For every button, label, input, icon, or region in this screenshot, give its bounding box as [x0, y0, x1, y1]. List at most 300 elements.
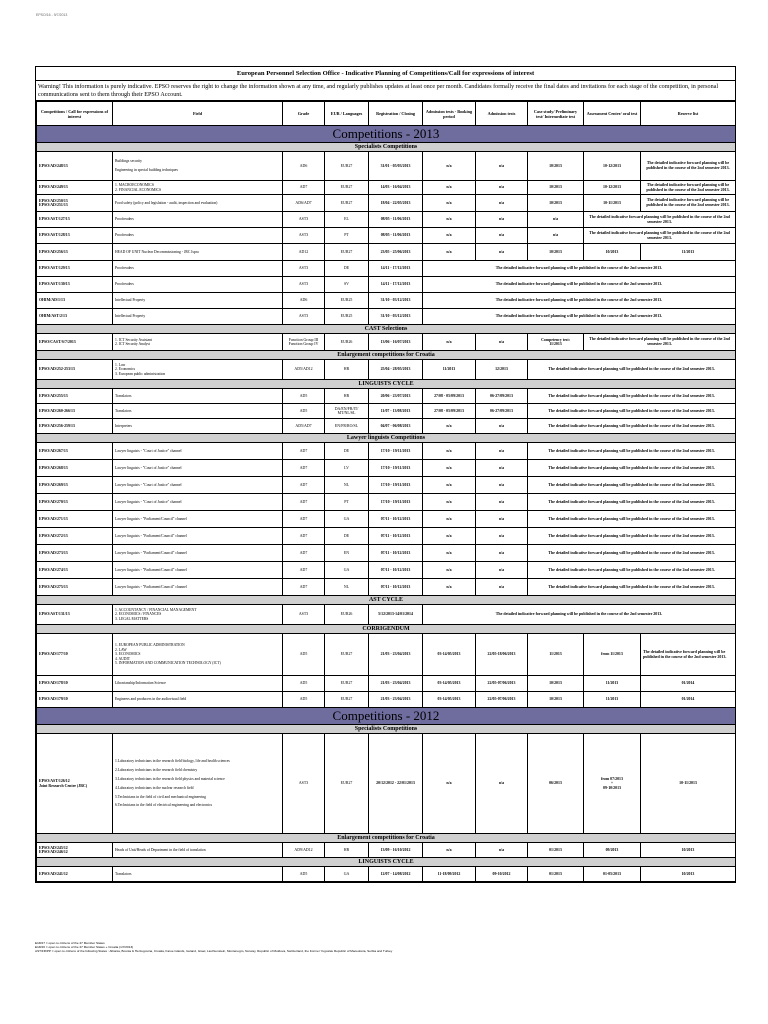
- registration-cell: 08/05 - 11/06/2013: [369, 212, 423, 228]
- case-study-cell: 11/2013: [528, 634, 584, 676]
- field-cell: Proofreaders: [113, 228, 283, 244]
- footnote: EUR27 = open to citizens of the 27 Member States: [35, 941, 105, 945]
- languages-cell: PT: [325, 494, 369, 511]
- booking-cell: n/a: [423, 212, 476, 228]
- field-cell: Lawyer linguists - "Court of Justice" channel: [113, 494, 283, 511]
- admission-cell: 22/05-18/06/2013: [476, 634, 528, 676]
- table-row: [37, 360, 736, 380]
- languages-cell: EUR26: [325, 605, 369, 625]
- languages-cell: DE: [325, 443, 369, 460]
- competition-code: EPSO/AD/179/10: [37, 692, 113, 708]
- section-heading: LINGUISTS CYCLE: [37, 380, 736, 389]
- competition-code: EPSO/AD/274/13: [37, 562, 113, 579]
- grade-cell: AST3: [283, 261, 325, 277]
- field-cell: Interpreters: [113, 419, 283, 434]
- grade-cell: AD7: [283, 579, 325, 596]
- table-row: [37, 309, 736, 325]
- section-heading-row: [37, 834, 736, 843]
- admission-cell: n/a: [476, 181, 528, 195]
- admission-cell: 06-27/09/2013: [476, 404, 528, 419]
- table-row: [37, 293, 736, 309]
- registration-cell: 04/07 - 06/08/2013: [369, 419, 423, 434]
- booking-cell: n/a: [423, 545, 476, 562]
- booking-cell: 27/08 - 05/09/2013: [423, 389, 476, 404]
- field-cell: Lawyer linguists - "Parliament/Council" channel: [113, 562, 283, 579]
- booking-cell: n/a: [423, 244, 476, 261]
- header-cell: Case study/ Preliminary test/ Intermediate test: [528, 102, 584, 126]
- booking-cell: n/a: [423, 734, 476, 834]
- admission-cell: n/a: [476, 734, 528, 834]
- grade-cell: AST3: [283, 212, 325, 228]
- case-study-cell: 10/2013: [528, 152, 584, 181]
- table-row: [37, 443, 736, 460]
- table-row: [37, 676, 736, 692]
- admission-cell: n/a: [476, 579, 528, 596]
- grade-cell: AD6: [283, 293, 325, 309]
- languages-cell: GA: [325, 562, 369, 579]
- table-row: [37, 404, 736, 419]
- case-study-cell: 10/2013: [528, 692, 584, 708]
- section-heading: Lawyer linguists Competitions: [37, 434, 736, 443]
- field-cell: 1. ACCOUNTANCY / FINANCIAL MANAGEMENT 2. ECONOMICS / FINANCES 3. LEGAL MATTERS: [113, 605, 283, 625]
- competition-code: OHIM/AST/2/13: [37, 309, 113, 325]
- header-cell: EUR / Languages: [325, 102, 369, 126]
- year-heading-row: [37, 708, 736, 725]
- case-study-cell: n/a: [528, 212, 584, 228]
- table-row: [37, 389, 736, 404]
- field-cell: Intellectual Property: [113, 309, 283, 325]
- registration-cell: 07/11 - 10/12/2013: [369, 545, 423, 562]
- header-cell: Competitions / Call for expressions of interest: [37, 102, 113, 126]
- grade-cell: AD5: [283, 676, 325, 692]
- header-cell: Admission tests - Booking period: [423, 102, 476, 126]
- field-cell: Proofreaders: [113, 212, 283, 228]
- table-row: [37, 228, 736, 244]
- forward-planning-note: The detailed indicative forward planning will be published in the course of the 2nd semester 2013.: [641, 152, 736, 181]
- footnote: AST/FR/PP = open to citizens of the following States : Albania, Bosnia & Herzegovina, Croatia, Faroe Islands, Iceland, Israel, Liechtenstein, Montenegro, Norway, Republic of Moldova, Switzerland, the Former Yugoslav Republic of Macedonia, Serbia and Turkey: [35, 949, 393, 954]
- competition-code: EPSO/AD/275/13: [37, 579, 113, 596]
- table-row: [37, 562, 736, 579]
- forward-planning-note: The detailed indicative forward planning will be published in the course of the 2nd semester 2013.: [528, 443, 736, 460]
- booking-cell: n/a: [423, 152, 476, 181]
- section-heading-row: [37, 380, 736, 389]
- admission-cell: n/a: [476, 545, 528, 562]
- competition-code: EPSO/AST/129/13: [37, 261, 113, 277]
- assessment-cell: 11/2013: [584, 692, 641, 708]
- booking-cell: n/a: [423, 494, 476, 511]
- competition-code: EPSO/AD/249/13: [37, 181, 113, 195]
- booking-cell: n/a: [423, 579, 476, 596]
- forward-planning-note: The detailed indicative forward planning will be published in the course of the 2nd semester 2013.: [528, 477, 736, 494]
- registration-cell: 07/11 - 10/12/2013: [369, 579, 423, 596]
- registration-cell: 31/01 - 05/03/2013: [369, 152, 423, 181]
- table-row: [37, 261, 736, 277]
- booking-cell: 03-14/05/2013: [423, 676, 476, 692]
- competition-code: EPSO/AD/248/13: [37, 152, 113, 181]
- warning-text: Warning! This information is purely indicative. EPSO reserves the right to change the information shown at any time, and regularly publishes updates at least once per month. Candidates formally receive the final dates and invitations for each stage of the competition, in personal communications sent to them through their EPSO Account.: [36, 81, 735, 101]
- languages-cell: EUR27: [325, 634, 369, 676]
- languages-cell: EUR27: [325, 244, 369, 261]
- languages-cell: EN: [325, 545, 369, 562]
- competition-code: EPSO/AD/245/12 EPSO/AD/246/12: [37, 843, 113, 858]
- booking-cell: n/a: [423, 228, 476, 244]
- admission-cell: 22/05-07/06/2013: [476, 676, 528, 692]
- admission-cell: n/a: [476, 195, 528, 212]
- booking-cell: n/a: [423, 460, 476, 477]
- competition-code: OHIM/AD/1/13: [37, 293, 113, 309]
- forward-planning-note: The detailed indicative forward planning will be published in the course of the 2nd semester 2013.: [423, 605, 736, 625]
- forward-planning-note: The detailed indicative forward planning will be published in the course of the 2nd semester 2013.: [528, 419, 736, 434]
- registration-cell: 20/12/2012 - 22/01/2013: [369, 734, 423, 834]
- languages-cell: DE: [325, 261, 369, 277]
- table-row: [37, 634, 736, 676]
- section-heading-row: [37, 725, 736, 734]
- grade-cell: AST3: [283, 277, 325, 293]
- section-heading-row: [37, 625, 736, 634]
- registration-cell: 17/10 - 19/11/2013: [369, 477, 423, 494]
- grade-cell: AD7: [283, 477, 325, 494]
- languages-cell: EUR27: [325, 195, 369, 212]
- assessment-cell: 10/2013: [584, 244, 641, 261]
- case-study-cell: 10/2013: [528, 676, 584, 692]
- table-row: [37, 195, 736, 212]
- section-heading-row: [37, 351, 736, 360]
- assessment-cell: 10-11/2013: [584, 195, 641, 212]
- admission-cell: n/a: [476, 152, 528, 181]
- grade-cell: AST3: [283, 309, 325, 325]
- grade-cell: AD5/AD12: [283, 360, 325, 380]
- field-cell: Proofreaders: [113, 261, 283, 277]
- forward-planning-note: The detailed indicative forward planning will be published in the course of the 2nd semester 2013.: [584, 228, 736, 244]
- reserve-cell: 01/2014: [641, 692, 736, 708]
- field-cell: Engineers and producers in the audiovisual field: [113, 692, 283, 708]
- section-heading: Enlargement competitions for Croatia: [37, 834, 736, 843]
- forward-planning-note: The detailed indicative forward planning will be published in the course of the 2nd semester 2013.: [423, 261, 736, 277]
- forward-planning-note: The detailed indicative forward planning will be published in the course of the 2nd semester 2013.: [528, 511, 736, 528]
- grade-cell: AD7: [283, 562, 325, 579]
- section-heading: LINGUISTS CYCLE: [37, 858, 736, 867]
- admission-cell: n/a: [476, 843, 528, 858]
- forward-planning-note: The detailed indicative forward planning will be published in the course of the 2nd semester 2013.: [641, 634, 736, 676]
- languages-cell: HR: [325, 389, 369, 404]
- section-heading: AST CYCLE: [37, 596, 736, 605]
- booking-cell: 03-14/05/2013: [423, 634, 476, 676]
- table-row: [37, 477, 736, 494]
- competition-code: EPSO/AD/273/13: [37, 545, 113, 562]
- competition-code: EPSO/AST/127/13: [37, 212, 113, 228]
- forward-planning-note: The detailed indicative forward planning will be published in the course of the 2nd semester 2013.: [584, 212, 736, 228]
- booking-cell: n/a: [423, 195, 476, 212]
- booking-cell: n/a: [423, 443, 476, 460]
- admission-cell: 22/05-07/06/2013: [476, 692, 528, 708]
- booking-cell: n/a: [423, 419, 476, 434]
- admission-cell: 09-10/2012: [476, 867, 528, 882]
- header-cell: Assessment Center/ oral test: [584, 102, 641, 126]
- field-cell: Intellectual Property: [113, 293, 283, 309]
- grade-cell: AD7: [283, 443, 325, 460]
- competition-code: EPSO/AD/272/13: [37, 528, 113, 545]
- languages-cell: NL: [325, 579, 369, 596]
- case-study-cell: 10/2013: [528, 195, 584, 212]
- registration-cell: 07/11 - 10/12/2013: [369, 511, 423, 528]
- grade-cell: AST3: [283, 228, 325, 244]
- registration-cell: 14/11 - 17/12/2013: [369, 277, 423, 293]
- assessment-cell: 01-05/2013: [584, 867, 641, 882]
- year-heading-row: [37, 126, 736, 143]
- booking-cell: 11/2013: [423, 360, 476, 380]
- booking-cell: 27/08 - 05/09/2013: [423, 404, 476, 419]
- case-study-cell: n/a: [528, 228, 584, 244]
- languages-cell: EUR27: [325, 152, 369, 181]
- forward-planning-note: The detailed indicative forward planning will be published in the course of the 2nd semester 2013.: [584, 334, 736, 351]
- registration-cell: 23/05 - 25/06/2013: [369, 244, 423, 261]
- admission-cell: n/a: [476, 419, 528, 434]
- competition-code: EPSO/AD/260-266/13: [37, 404, 113, 419]
- registration-cell: 12/07 - 14/08/2012: [369, 867, 423, 882]
- table-row: [37, 460, 736, 477]
- footnotes: [35, 941, 734, 954]
- competition-code: EPSO/AD/252-253/13: [37, 360, 113, 380]
- field-cell: 1. Law 2. Economics 3. European public administration: [113, 360, 283, 380]
- assessment-cell: 10-12/2013: [584, 181, 641, 195]
- competition-code: EPSO/AD/256/13: [37, 244, 113, 261]
- footnote: EUR26 = open to citizens of the 27 Member States + Croatia (1/7/2013): [35, 945, 134, 950]
- forward-planning-note: The detailed indicative forward planning will be published in the course of the 2nd semester 2013.: [528, 360, 736, 380]
- forward-planning-note: The detailed indicative forward planning will be published in the course of the 2nd semester 2013.: [528, 562, 736, 579]
- case-study-cell: 10/2013: [528, 181, 584, 195]
- table-row: [37, 734, 736, 834]
- competition-code: EPSO/AD/269/13: [37, 477, 113, 494]
- admission-cell: n/a: [476, 511, 528, 528]
- forward-planning-note: The detailed indicative forward planning will be published in the course of the 2nd semester 2013.: [423, 293, 736, 309]
- field-cell: Lawyer linguists - "Court of Justice" channel: [113, 460, 283, 477]
- registration-cell: 31/10 - 03/12/2013: [369, 309, 423, 325]
- admission-cell: 12/2013: [476, 360, 528, 380]
- field-cell: Lawyer linguists - "Court of Justice" channel: [113, 477, 283, 494]
- competition-code: EPSO/AD/250/13 EPSO/AD/251/13: [37, 195, 113, 212]
- assessment-cell: 09/2013: [584, 843, 641, 858]
- languages-cell: EUR27: [325, 676, 369, 692]
- registration-cell: 08/05 - 11/06/2013: [369, 228, 423, 244]
- section-heading: CAST Selections: [37, 325, 736, 334]
- field-cell: Lawyer linguists - "Parliament/Council" channel: [113, 545, 283, 562]
- field-cell: HEAD OF UNIT Nuclear Decommissioning - JRC Ispra: [113, 244, 283, 261]
- field-cell: Lawyer linguists - "Parliament/Council" channel: [113, 579, 283, 596]
- field-cell: Buildings security Engineering in special building techniques: [113, 152, 283, 181]
- languages-cell: GA: [325, 867, 369, 882]
- languages-cell: EL: [325, 212, 369, 228]
- year-heading: Competitions - 2012: [37, 708, 736, 725]
- table-row: [37, 419, 736, 434]
- booking-cell: n/a: [423, 562, 476, 579]
- admission-cell: n/a: [476, 443, 528, 460]
- forward-planning-note: The detailed indicative forward planning will be published in the course of the 2nd semester 2013.: [528, 389, 736, 404]
- registration-cell: 13/09 - 16/10/2012: [369, 843, 423, 858]
- table-row: [37, 692, 736, 708]
- competition-code: EPSO/AST/130/13: [37, 277, 113, 293]
- languages-cell: EUR27: [325, 692, 369, 708]
- registration-cell: 13/06 - 16/07/2013: [369, 334, 423, 351]
- table-row: [37, 528, 736, 545]
- languages-cell: EUR25: [325, 309, 369, 325]
- planning-document: [35, 66, 736, 883]
- languages-cell: EUR27: [325, 181, 369, 195]
- field-cell: Translators: [113, 867, 283, 882]
- booking-cell: n/a: [423, 477, 476, 494]
- table-row: [37, 867, 736, 882]
- booking-cell: n/a: [423, 511, 476, 528]
- reserve-cell: 11/2013: [641, 244, 736, 261]
- forward-planning-note: The detailed indicative forward planning will be published in the course of the 2nd semester 2013.: [641, 181, 736, 195]
- registration-cell: 07/11 - 10/12/2013: [369, 562, 423, 579]
- grade-cell: AD12: [283, 244, 325, 261]
- booking-cell: n/a: [423, 528, 476, 545]
- section-heading-row: [37, 434, 736, 443]
- registration-cell: 14/11 - 17/12/2013: [369, 261, 423, 277]
- assessment-cell: from 11/2013: [584, 634, 641, 676]
- section-heading-row: [37, 858, 736, 867]
- section-heading-row: [37, 325, 736, 334]
- competition-code: EPSO/AST/131/13: [37, 605, 113, 625]
- languages-cell: HR: [325, 360, 369, 380]
- grade-cell: AD5: [283, 404, 325, 419]
- booking-cell: 11-18/09/2012: [423, 867, 476, 882]
- booking-cell: 03-14/05/2013: [423, 692, 476, 708]
- table-header-row: [37, 102, 736, 126]
- grade-cell: AD7: [283, 181, 325, 195]
- section-heading-row: [37, 143, 736, 152]
- field-cell: 1. ICT Security Assistant 2. ICT Security Analyst: [113, 334, 283, 351]
- reserve-cell: 10/2013: [641, 843, 736, 858]
- section-heading: CORRIGENDUM: [37, 625, 736, 634]
- competition-code: EPSO/AD/267/13: [37, 443, 113, 460]
- booking-cell: n/a: [423, 843, 476, 858]
- languages-cell: HR: [325, 843, 369, 858]
- grade-cell: Function Group III Function Group IV: [283, 334, 325, 351]
- header-cell: Reserve list: [641, 102, 736, 126]
- grade-cell: AD5: [283, 389, 325, 404]
- reserve-cell: 10/2013: [641, 867, 736, 882]
- grade-cell: AST3: [283, 734, 325, 834]
- languages-cell: DA/EN/FR/IT/ MT/NL/SL: [325, 404, 369, 419]
- competition-code: EPSO/AD/177/10: [37, 634, 113, 676]
- planning-table: [36, 101, 736, 882]
- reserve-cell: 01/2014: [641, 676, 736, 692]
- admission-cell: n/a: [476, 244, 528, 261]
- competition-code: EPSO/AD/271/13: [37, 511, 113, 528]
- section-heading-row: [37, 596, 736, 605]
- admission-cell: 06-27/09/2013: [476, 389, 528, 404]
- grade-cell: AD6/AD7: [283, 195, 325, 212]
- admission-cell: n/a: [476, 494, 528, 511]
- registration-cell: 18/04 - 22/05/2013: [369, 195, 423, 212]
- table-row: [37, 579, 736, 596]
- admission-cell: n/a: [476, 528, 528, 545]
- languages-cell: PT: [325, 228, 369, 244]
- section-heading: Specialists Competitions: [37, 725, 736, 734]
- case-study-cell: 01/2013: [528, 843, 584, 858]
- field-cell: Food safety (policy and legislation - audit, inspection and evaluation): [113, 195, 283, 212]
- table-row: [37, 494, 736, 511]
- competition-code: EPSO/AD/270/13: [37, 494, 113, 511]
- reserve-cell: 10-11/2013: [641, 734, 736, 834]
- competition-code: EPSO/AD/178/10: [37, 676, 113, 692]
- languages-cell: GA: [325, 511, 369, 528]
- languages-cell: NL: [325, 477, 369, 494]
- page-title: European Personnel Selection Office - Indicative Planning of Competitions/Call for expressions of interest: [36, 67, 735, 81]
- section-heading: Enlargement competitions for Croatia: [37, 351, 736, 360]
- grade-cell: AD5/AD7: [283, 419, 325, 434]
- registration-cell: 25/04 - 28/05/2013: [369, 360, 423, 380]
- table-row: [37, 511, 736, 528]
- header-cell: Admission tests: [476, 102, 528, 126]
- table-row: [37, 545, 736, 562]
- grade-cell: AST3: [283, 605, 325, 625]
- registration-cell: 17/10 - 19/11/2013: [369, 443, 423, 460]
- languages-cell: EN/FR/RO/SL: [325, 419, 369, 434]
- registration-cell: 5/12/2013-14/01/2014: [369, 605, 423, 625]
- grade-cell: AD7: [283, 494, 325, 511]
- booking-cell: n/a: [423, 334, 476, 351]
- assessment-cell: 11/2013: [584, 676, 641, 692]
- header-cell: Field: [113, 102, 283, 126]
- languages-cell: SV: [325, 277, 369, 293]
- competition-code: EPSO/CAST/S/7/2013: [37, 334, 113, 351]
- grade-cell: AD7: [283, 528, 325, 545]
- admission-cell: n/a: [476, 477, 528, 494]
- admission-cell: n/a: [476, 334, 528, 351]
- field-cell: Heads of Unit/Heads of Department in the field of translation: [113, 843, 283, 858]
- languages-cell: LV: [325, 460, 369, 477]
- forward-planning-note: The detailed indicative forward planning will be published in the course of the 2nd semester 2013.: [423, 277, 736, 293]
- registration-cell: 21/03 - 23/04/2013: [369, 676, 423, 692]
- competition-code: EPSO/AD/255/13: [37, 389, 113, 404]
- table-row: [37, 605, 736, 625]
- field-cell: Lawyer linguists - "Parliament/Council" channel: [113, 511, 283, 528]
- table-row: [37, 212, 736, 228]
- languages-cell: DE: [325, 528, 369, 545]
- case-study-cell: 01/2013: [528, 867, 584, 882]
- competition-code: EPSO/AD/268/13: [37, 460, 113, 477]
- registration-cell: 11/07 - 13/08/2013: [369, 404, 423, 419]
- admission-cell: n/a: [476, 212, 528, 228]
- admission-cell: n/a: [476, 460, 528, 477]
- assessment-cell: from 07/2013 + 09-10/2013: [584, 734, 641, 834]
- registration-cell: 14/03 - 16/04/2013: [369, 181, 423, 195]
- table-body: [37, 126, 736, 882]
- grade-cell: AD5: [283, 634, 325, 676]
- registration-cell: 17/10 - 19/11/2013: [369, 460, 423, 477]
- grade-cell: AD6: [283, 152, 325, 181]
- grade-cell: AD9/AD12: [283, 843, 325, 858]
- grade-cell: AD7: [283, 511, 325, 528]
- forward-planning-note: The detailed indicative forward planning will be published in the course of the 2nd semester 2013.: [423, 309, 736, 325]
- grade-cell: AD7: [283, 545, 325, 562]
- table-row: [37, 334, 736, 351]
- admission-cell: n/a: [476, 562, 528, 579]
- competition-code: EPSO/AST/126/12 Joint Research Centre (JRC): [37, 734, 113, 834]
- document-reference: EPSO/16 - 9/7/2013: [36, 13, 68, 17]
- header-cell: Registration / Closing: [369, 102, 423, 126]
- section-heading: Specialists Competitions: [37, 143, 736, 152]
- year-heading: Competitions - 2013: [37, 126, 736, 143]
- case-study-cell: 06/2013: [528, 734, 584, 834]
- forward-planning-note: The detailed indicative forward planning will be published in the course of the 2nd semester 2013.: [528, 528, 736, 545]
- field-cell: Lawyer linguists - "Parliament/Council" channel: [113, 528, 283, 545]
- competition-code: EPSO/AD/256-259/13: [37, 419, 113, 434]
- field-cell: Lawyer linguists - "Court of Justice" channel: [113, 443, 283, 460]
- registration-cell: 17/10 - 19/11/2013: [369, 494, 423, 511]
